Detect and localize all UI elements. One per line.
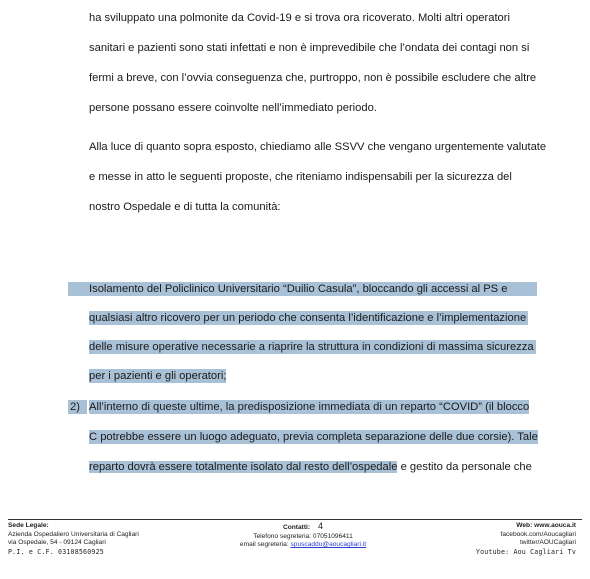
footer-center	[188, 522, 418, 550]
footer-title: Web: www.aouca.it	[516, 522, 576, 529]
paragraph-line: sanitari e pazienti sono stati infettati e non è imprevedibile che l’ondata dei contagi non si	[89, 42, 530, 54]
footer-line: twitter/AOUCagliari	[519, 539, 576, 547]
highlighted-line: per i pazienti e gli operatori;	[89, 370, 227, 382]
paragraph-line: fermi a breve, con l’ovvia conseguenza che, purtroppo, non è possibile escludere che altre	[89, 72, 537, 84]
highlighted-line	[68, 282, 537, 296]
footer-line: via Ospedale, 54 - 09124 Cagliari	[8, 539, 106, 547]
footer-line: Azienda Ospedaliero Universitaria di Cagliari	[8, 530, 139, 538]
page-number: 4	[318, 521, 324, 531]
email-link[interactable]: spuscaddu@aoucagliari.it	[290, 541, 367, 549]
footer-divider	[8, 519, 582, 520]
highlighted-text: reparto dovrà essere totalmente isolato dal resto dell’ospedale	[89, 461, 398, 473]
paragraph-line: persone possano essere coinvolte nell’immediato periodo.	[89, 102, 377, 114]
footer-line: Telefono segreteria: 07051096411	[253, 532, 353, 540]
page-footer	[8, 522, 582, 572]
footer-line: facebook.com/Aoucagliari	[500, 530, 576, 538]
paragraph-line: nostro Ospedale e di tutta la comunità:	[89, 201, 281, 213]
plain-text: e gestito da personale che	[397, 461, 532, 473]
footer-line: Youtube: Aou Cagliari Tv	[475, 548, 576, 557]
paragraph-line: Alla luce di quanto sopra esposto, chiediamo alle SSVV che vengano urgentemente valutate	[89, 141, 547, 153]
highlighted-line: C potrebbe essere un luogo adeguato, previa completa separazione delle due corsie). Tale	[89, 431, 538, 443]
footer-title: Sede Legale:	[8, 522, 49, 529]
footer-title: Contatti:	[282, 524, 311, 531]
footer-right	[476, 522, 576, 557]
highlighted-line: All’interno di queste ultime, la predisposizione immediata di un reparto “COVID” (il blocco	[89, 401, 530, 413]
paragraph-line: e messe in atto le seguenti proposte, che riteniamo indispensabili per la sicurezza del	[89, 171, 512, 183]
list-item-text: Isolamento del Policlinico Universitario “Duilio Casula”, bloccando gli accessi al PS e	[89, 283, 508, 295]
paragraph-line	[89, 460, 532, 474]
paragraph-line: ha sviluppato una polmonite da Covid-19 e si trova ora ricoverato. Molti altri operatori	[89, 12, 510, 24]
highlighted-line: qualsiasi altro ricovero per un periodo che consenta l’identificazione e l’implementazione	[89, 312, 527, 324]
footer-label: email segreteria:	[239, 541, 291, 549]
highlighted-line: delle misure operative necessarie a riaprire la struttura in condizioni di massima sicurezza	[89, 341, 534, 353]
list-number: 2)	[68, 400, 87, 414]
footer-line: P.I. e C.F. 03108560925	[8, 548, 104, 557]
footer-left	[8, 522, 139, 557]
